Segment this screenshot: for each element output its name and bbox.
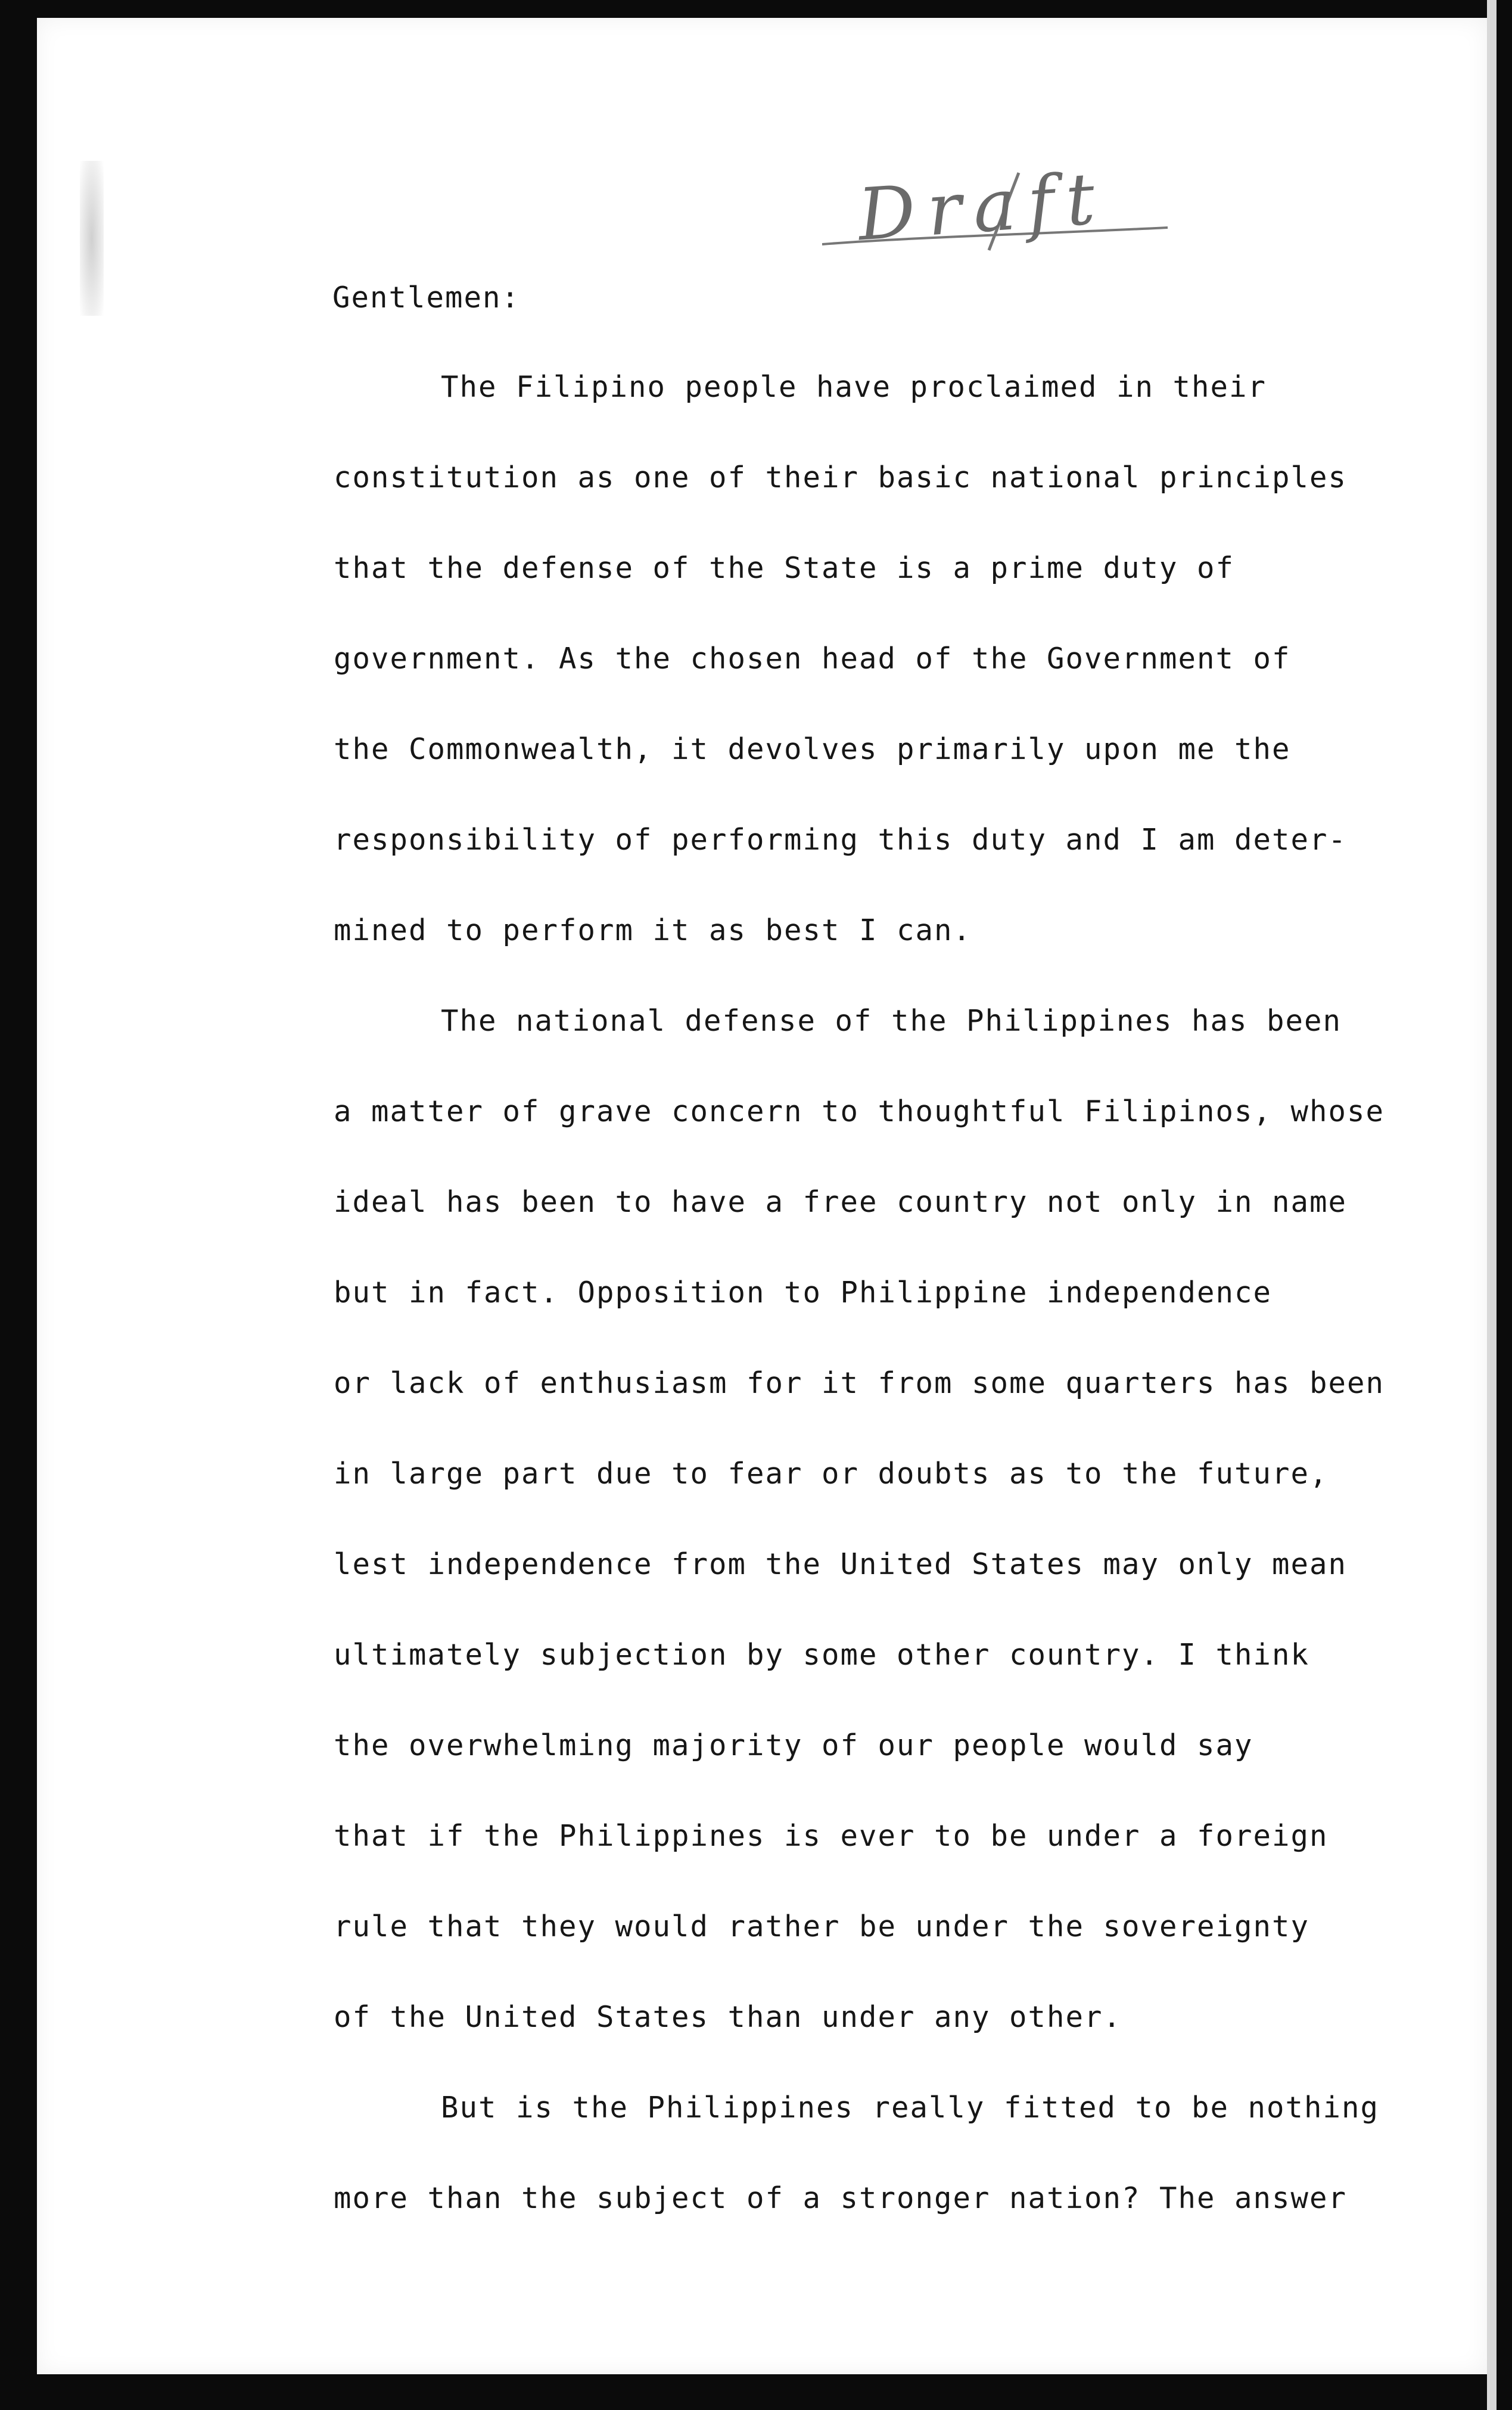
text-line: government. As the chosen head of the Government of [334, 642, 1291, 676]
text-line: responsibility of performing this duty and I am deter- [334, 823, 1348, 857]
text-line: a matter of grave concern to thoughtful Filipinos, whose [334, 1094, 1385, 1128]
text-line: more than the subject of a stronger nation? The answer [334, 2181, 1348, 2215]
text-line: in large part due to fear or doubts as to the future, [334, 1457, 1329, 1491]
text-line: lest independence from the United States may only mean [334, 1547, 1348, 1581]
text-line: of the United States than under any other. [334, 2000, 1122, 2034]
text-line: mined to perform it as best I can. [334, 913, 972, 947]
text-line: The Filipino people have proclaimed in their [441, 370, 1267, 404]
text-line: the overwhelming majority of our people would say [334, 1728, 1253, 1762]
text-line: ultimately subjection by some other country. I think [334, 1638, 1310, 1672]
text-line: rule that they would rather be under the sovereignty [334, 1910, 1310, 1943]
handwritten-annotation: Draft [855, 157, 1110, 257]
text-line: But is the Philippines really fitted to be nothing [441, 2091, 1380, 2125]
text-line: ideal has been to have a free country not only in name [334, 1185, 1348, 1219]
text-line: that the defense of the State is a prime duty of [334, 551, 1235, 585]
text-line: that if the Philippines is ever to be under a foreign [334, 1819, 1329, 1853]
text-line: constitution as one of their basic national principles [334, 461, 1348, 495]
salutation: Gentlemen: [332, 281, 521, 315]
text-line: but in fact. Opposition to Philippine independence [334, 1276, 1273, 1310]
text-line: the Commonwealth, it devolves primarily upon me the [334, 732, 1291, 766]
text-line: The national defense of the Philippines has been [441, 1004, 1342, 1038]
text-line: or lack of enthusiasm for it from some quarters has been [334, 1366, 1385, 1400]
